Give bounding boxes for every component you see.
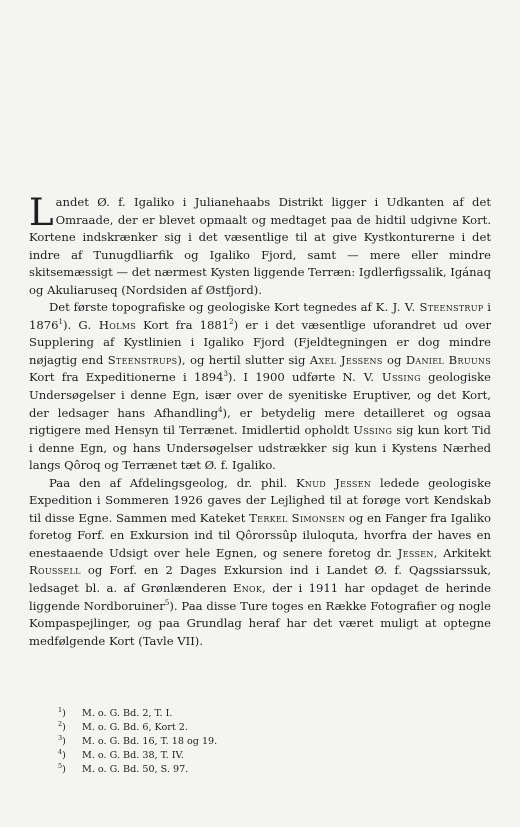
name-smallcaps: Roussell (29, 563, 81, 578)
text-run: ), er betydelig mere detailleret og ogsaa rigtigere med Hensyn til Terrænet. Imidlertid opholdt (29, 405, 491, 438)
footnote-mark: $^4$) (58, 748, 66, 762)
text-run: ). (62, 317, 79, 332)
name-smallcaps: Enok (232, 581, 263, 596)
footnote-mark: $^2$) (58, 719, 66, 734)
name-smallcaps: K. J. V. Steenstrup (375, 300, 484, 315)
name-smallcaps: Daniel Bruuns (405, 352, 491, 367)
footnote (58, 749, 318, 763)
footnote-number: 3 (58, 734, 63, 742)
name-smallcaps: Terkel Simonsen (249, 510, 346, 525)
paragraph (29, 191, 491, 299)
text-run: og en Fanger fra Igaliko foretog Forf. en Exkursion ind til Qôrorssûp iluloquta, hvorfra der haves en enestaaende Udsigt over hele Egnen, og senere foretog dr. (29, 510, 492, 560)
footnote-number: 1 (58, 705, 63, 714)
footnote (58, 735, 318, 749)
name-smallcaps: G. Holms (78, 317, 137, 332)
body-text (29, 191, 492, 650)
footnote (58, 763, 318, 777)
footnote-mark: $^5$) (58, 762, 66, 776)
footnote (58, 721, 318, 735)
footnote-mark: $^1$) (58, 705, 66, 719)
footnote-ref: 1 (58, 317, 63, 326)
footnote-number: 2 (58, 719, 63, 728)
text-run: ledede geologiske Expedition i Sommeren 1926 gaves der Lejlighed til at forøge vort Kendskab til disse Egne. Sammen med Kateket (29, 475, 492, 525)
text-run: og (382, 352, 406, 367)
text-run: ). Paa disse Ture toges en Række Fotografier og nogle Kompaspejlinger, og paa Grundlag heraf har det været muligt at optegne medfølgende Kort (Tavle VII). (29, 598, 491, 648)
name-smallcaps: Knud Jessen (295, 475, 372, 490)
footnotes (58, 707, 318, 777)
footnote-text: M. o. G. Bd. 2, T. I. (82, 708, 173, 719)
footnote-number: 4 (58, 748, 63, 757)
footnote-text: M. o. G. Bd. 16, T. 18 og 19. (82, 736, 218, 748)
text-run: geologiske Undersøgelser i denne Egn, især over de syenitiske Eruptiver, og det Kort, der ledsager hans Afhandling (29, 370, 491, 420)
name-smallcaps: Ussing (353, 423, 393, 438)
text-run: Det første topografiske og geologiske Kort tegnedes af (49, 300, 376, 315)
text-run: sig kun kort Tid i denne Egn, og hans Undersøgelser udstrækker sig kun i Kystens Nærhed langs Qôroq og Terrænet tæt Ø. f. Igaliko. (29, 423, 491, 473)
paragraph (29, 475, 491, 650)
footnote-ref: 5 (164, 598, 170, 607)
text-run: ), og hertil slutter sig (177, 352, 310, 367)
name-smallcaps: Axel Jessens (309, 352, 383, 367)
footnote-text: M. o. G. Bd. 38, T. IV. (82, 750, 184, 762)
footnote-text: M. o. G. Bd. 6, Kort 2. (82, 722, 188, 734)
text-run: Paa den af Afdelingsgeolog, dr. phil. (49, 475, 296, 490)
footnote-ref: 3 (223, 370, 228, 379)
text-run: andet Ø. f. Igaliko i Julianehaabs Distrikt ligger i Udkanten af det Omraade, der er blevet opmaalt og medtaget paa de hidtil udgivne Kort. Kortene indskrænker sig i det væsentlige til at give Kystkonturerne i det indre af Tunugdliarfik og Igaliko Fjord, samt — mere eller mindre skitsemæssigt — det nærmest Kysten liggende Terræn: Igdlerfigssalik, Igánaq og Akuliaruseq (Nordsiden af Østfjord). (29, 195, 491, 297)
text-run: ). I 1900 udførte (227, 370, 343, 385)
name-smallcaps: N. V. Ussing (342, 370, 421, 385)
text-run: Kort fra Expeditionerne i 1894 (29, 370, 224, 385)
name-smallcaps: Steenstrups (107, 352, 178, 367)
footnote-ref: 4 (218, 405, 223, 414)
paragraph (29, 299, 491, 474)
text-run: , der i 1911 har opdaget de herinde liggende Nordboruiner (29, 581, 492, 613)
footnote (58, 707, 318, 721)
text-run: og Forf. en 2 Dages Exkursion ind i Landet Ø. f. Qagssiarssuk, ledsaget bl. a. af Grønlænderen (29, 563, 491, 596)
footnote-number: 5 (58, 762, 63, 771)
footnote-ref: 2 (229, 317, 234, 326)
footnote-mark: $^3$) (58, 734, 66, 748)
text-run: Kort fra 1881 (136, 317, 230, 332)
text-run: ) er i det væsentlige uforandret ud over Supplering af Kystlinien i Igaliko Fjord (Fjeldtegningen er dog mindre nøjagtig end (29, 317, 492, 367)
name-smallcaps: Jessen (397, 545, 434, 560)
footnote-text: M. o. G. Bd. 50, S. 97. (82, 764, 189, 776)
text-run: i 1876 (29, 300, 491, 332)
drop-cap: L (29, 191, 54, 234)
text-run: , Arkitekt (433, 545, 491, 560)
